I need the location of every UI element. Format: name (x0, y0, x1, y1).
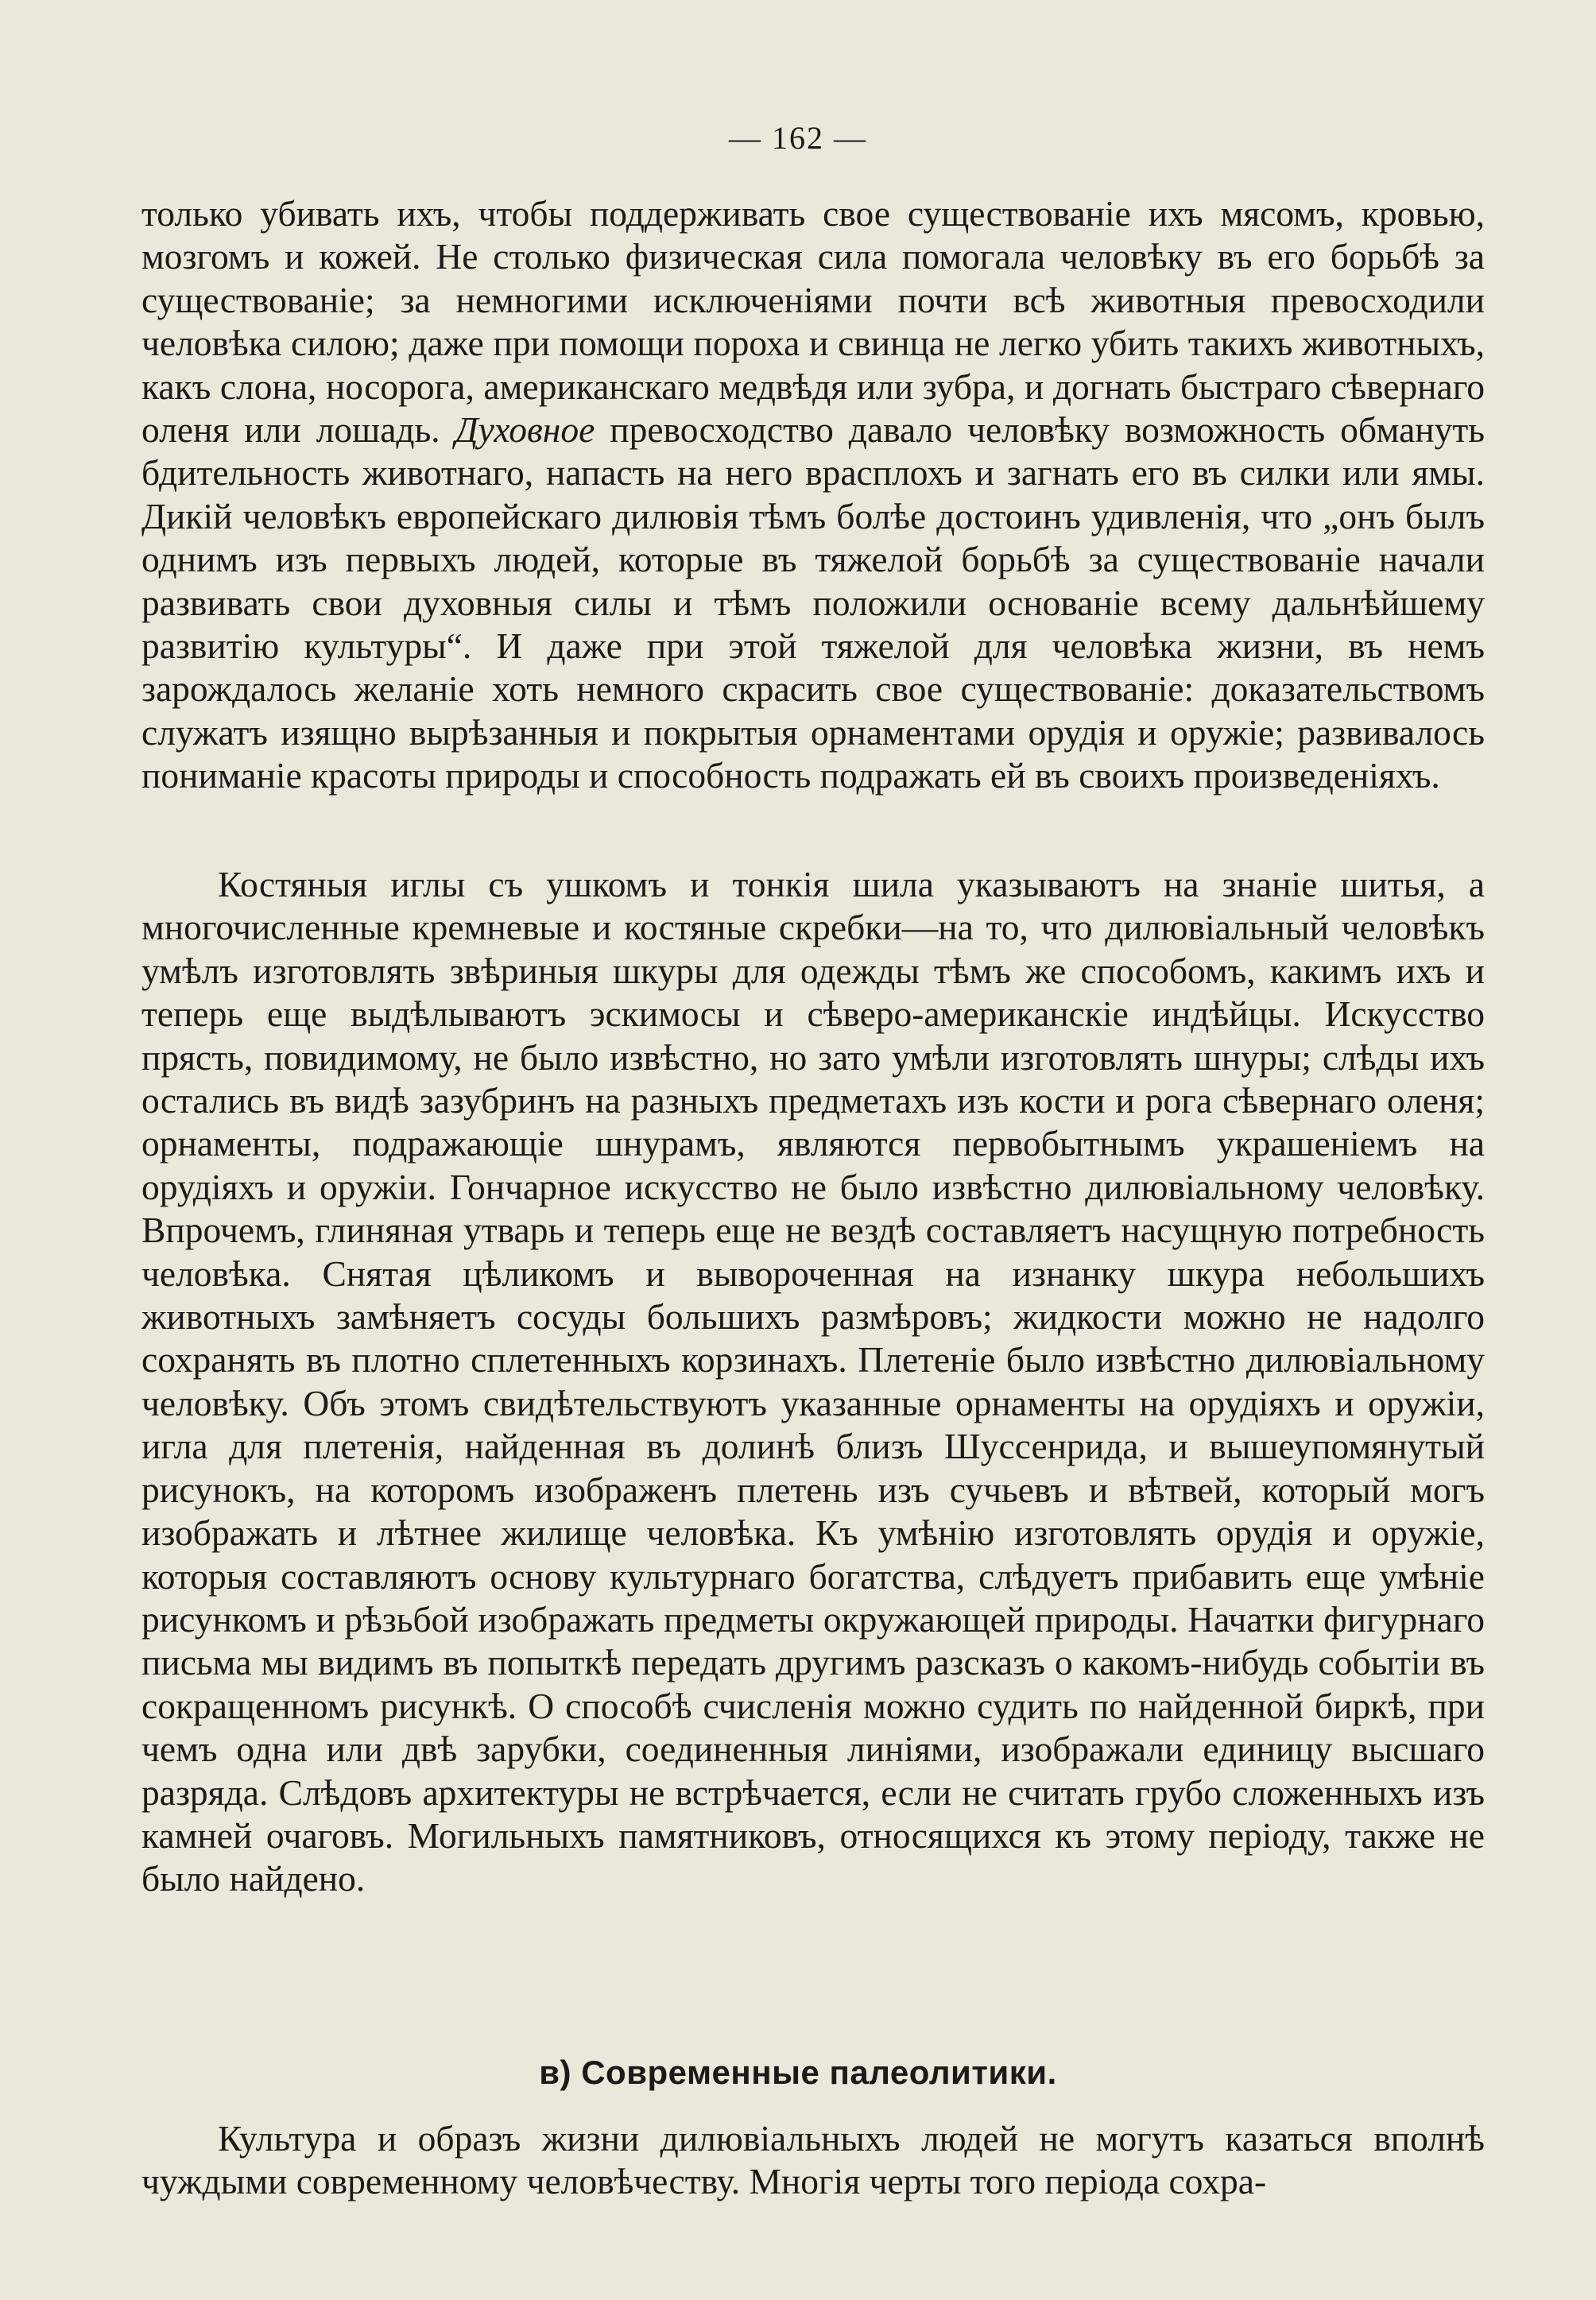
paragraph-modern-paleolithics (141, 2117, 1485, 2204)
paragraph-text-before-emphasis: только убивать ихъ, чтобы поддерживать свое существованіе ихъ мясомъ, кровью, мозгомъ и кожей. Не столько физическая сила помогала человѣку въ его борьбѣ за существованіе; за немногими исключеніями почти всѣ животныя превосходили человѣка силою; даже при помощи пороха и свинца не легко убить такихъ животныхъ, какъ слона, носорога, американскаго медвѣдя или зубра, и догнать быстраго сѣвернаго оленя или лошадь. (141, 193, 1485, 451)
paragraph-continuation (141, 192, 1485, 798)
page-number: — 162 — (729, 120, 867, 156)
paragraph-text: Культура и образъ жизни дилювіальныхъ людей не могутъ казаться вполнѣ чуждыми современному человѣчеству. Многія черты того періода сохра- (141, 2118, 1485, 2202)
paragraph-text (141, 192, 1485, 798)
paragraph-text-after-emphasis: превосходство давало человѣку возможность обмануть бдительность животнаго, напасть на него врасплохъ и загнать его въ силки или ямы. Дикій человѣкъ европейскаго дилювія тѣмъ болѣе достоинъ удивленія, что „онъ былъ однимъ изъ первыхъ людей, которые въ тяжелой борьбѣ за существованіе начали развивать свои духовныя силы и тѣмъ положили основаніе всему дальнѣйшему развитію культуры“. И даже при этой тяжелой для человѣка жизни, въ немъ зарождалось желаніе хоть немного скрасить свое существованіе: доказательствомъ служатъ изящно вырѣзанныя и покрытыя орнаментами орудія и оружіе; развивалось пониманіе красоты природы и способность подражать ей въ своихъ произведеніяхъ. (141, 409, 1485, 796)
paragraph-bone-tools (141, 863, 1485, 1901)
section-heading: в) Современные палеолитики. (539, 2054, 1057, 2091)
emphasized-word: Духовное (455, 409, 595, 451)
paragraph-text: Костяныя иглы съ ушкомъ и тонкія шила указываютъ на знаніе шитья, а многочисленные кремневые и костяные скребки—на то, что дилювіальный человѣкъ умѣлъ изготовлять звѣриныя шкуры для одежды тѣмъ же способомъ, какимъ ихъ и теперь еще выдѣлываютъ эскимосы и сѣверо-американскіе индѣйцы. Искусство прясть, повидимому, не было извѣстно, но зато умѣли изготовлять шнуры; слѣды ихъ остались въ видѣ зазубринъ на разныхъ предметахъ изъ кости и рога сѣвернаго оленя; орнаменты, подражающіе шнурамъ, являются первобытнымъ украшеніемъ на орудіяхъ и оружіи. Гончарное искусство не было извѣстно дилювіальному человѣку. Впрочемъ, глиняная утварь и теперь еще не вездѣ составляетъ насущную потребность человѣка. Снятая цѣликомъ и вывороченная на изнанку шкура небольшихъ животныхъ замѣняетъ сосуды большихъ размѣровъ; жидкости можно не надолго сохранять въ плотно сплетенныхъ корзинахъ. Плетеніе было извѣстно дилювіальному человѣку. Объ этомъ свидѣтельствуютъ указанные орнаменты на орудіяхъ и оружіи, игла для плетенія, найденная въ долинѣ близъ Шуссенрида, и вышеупомянутый рисунокъ, на которомъ изображенъ плетень изъ сучьевъ и вѣтвей, который могъ изображать и лѣтнее жилище человѣка. Къ умѣнію изготовлять орудія и оружіе, которыя составляютъ основу культурнаго богатства, слѣдуетъ прибавить еще умѣніе рисункомъ и рѣзьбой изображать предметы окружающей природы. Начатки фигурнаго письма мы видимъ въ попыткѣ передать другимъ разсказъ о какомъ-нибудь событіи въ сокращенномъ рисункѣ. О способѣ счисленія можно судить по найденной биркѣ, при чемъ одна или двѣ зарубки, соединенныя линіями, изображали единицу высшаго разряда. Слѣдовъ архитектуры не встрѣчается, если не считать грубо сложенныхъ изъ камней очаговъ. Могильныхъ памятниковъ, относящихся къ этому періоду, также не было найдено. (141, 864, 1485, 1899)
